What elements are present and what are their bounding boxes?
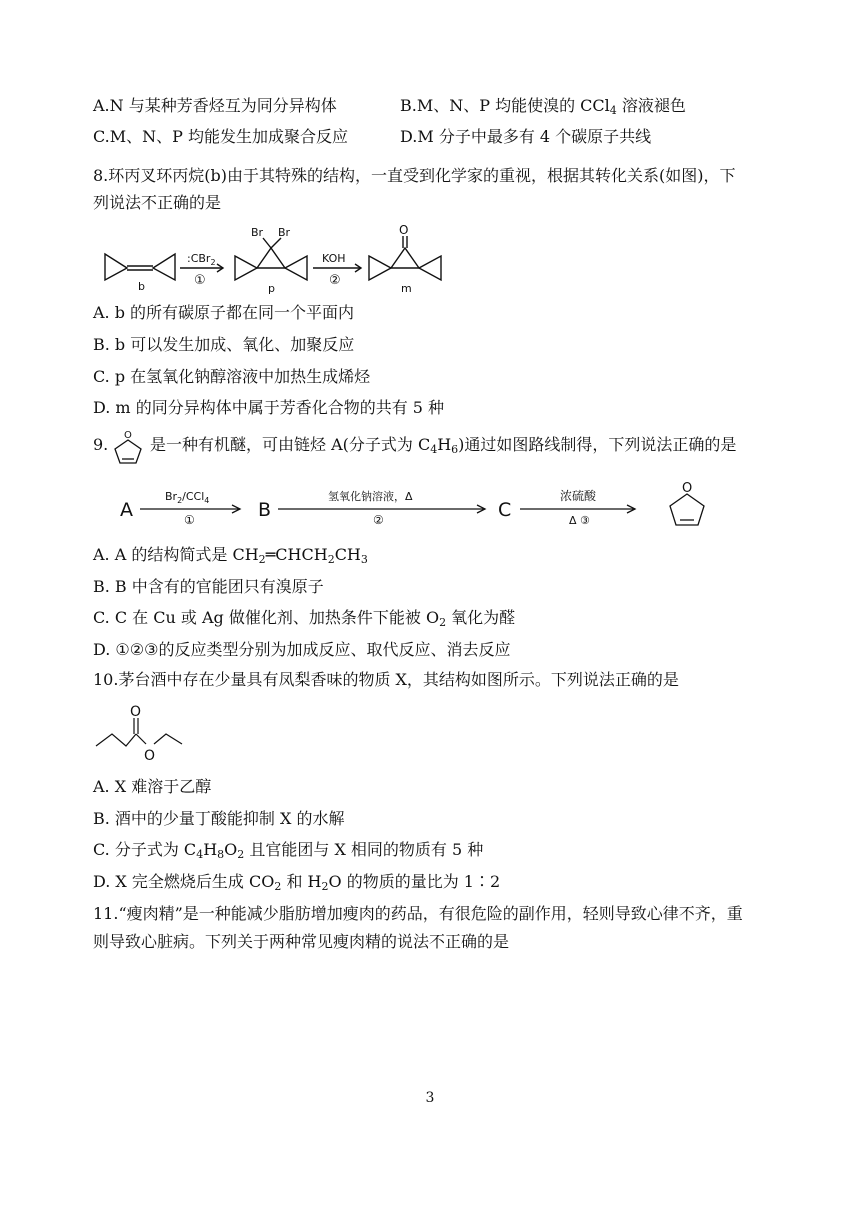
q9-stem: 是一种有机醚，可由链烃 A(分子式为 $C_4H_6$)通过如图路线制得，下列说法正确的是 <box>150 435 737 456</box>
q9-number: 9. <box>93 435 109 454</box>
q8-step-1: ① <box>194 273 206 288</box>
q9-step-3: Δ ③ <box>569 514 590 527</box>
q8-br-left: Br <box>251 226 264 239</box>
q10-option-a: A. X 难溶于乙醇 <box>93 777 212 796</box>
q10-ester-structure <box>92 700 202 774</box>
q7-option-a: A.N 与某种芳香烃互为同分异构体 <box>93 96 337 115</box>
q8-option-b: B. b 可以发生加成、氧化、加聚反应 <box>93 335 355 354</box>
q9-reagent-3: 浓硫酸 <box>560 489 597 503</box>
q9-step-2: ② <box>373 513 384 527</box>
q10-carbonyl-o: O <box>130 704 142 720</box>
q8-stem-line1: 8.环丙叉环丙烷(b)由于其特殊的结构，一直受到化学家的重视，根据其转化关系(如图)，下 <box>93 166 736 185</box>
q9-compound-a: A <box>120 499 133 521</box>
q9-compound-b: B <box>258 499 272 521</box>
q11-stem-line2: 则导致心脏病。下列关于两种常见瘦肉精的说法不正确的是 <box>93 932 510 951</box>
q10-stem: 10.茅台酒中存在少量具有凤梨香味的物质 X，其结构如图所示。下列说法正确的是 <box>93 670 679 689</box>
q9-compound-c: C <box>498 499 512 521</box>
q9-option-d: D. ①②③的反应类型分别为加成反应、取代反应、消去反应 <box>93 640 511 659</box>
q10-ether-o: O <box>144 748 156 764</box>
q8-option-a: A. b 的所有碳原子都在同一个平面内 <box>93 303 355 322</box>
q8-label-m: m <box>401 282 412 295</box>
q8-br-right: Br <box>278 226 291 239</box>
q8-reagent-1: :CBr$_2$ <box>187 252 216 267</box>
q7-option-c: C.M、N、P 均能发生加成聚合反应 <box>93 127 348 146</box>
q8-option-d: D. m 的同分异构体中属于芳香化合物的共有 5 种 <box>93 398 445 417</box>
q9-synthesis-route <box>110 480 730 540</box>
q8-reaction-scheme <box>95 222 455 298</box>
q8-label-p: p <box>268 282 275 295</box>
q7-option-b: B.M、N、P 均能使溴的 CCl$_4$ 溶液褪色 <box>400 96 686 117</box>
q8-stem-line2: 列说法不正确的是 <box>93 193 222 212</box>
q9-option-b: B. B 中含有的官能团只有溴原子 <box>93 577 324 596</box>
q9-product-o: O <box>682 481 693 496</box>
q8-option-c: C. p 在氢氧化钠醇溶液中加热生成烯烃 <box>93 367 371 386</box>
q11-stem-line1: 11.“瘦肉精”是一种能减少脂肪增加瘦肉的药品，有很危险的副作用，轻则导致心律不齐，重 <box>93 904 743 923</box>
q9-reagent-1: $Br_2/CCl_4$ <box>165 490 210 505</box>
q9-dihydrofuran-structure <box>108 426 148 468</box>
q8-step-2: ② <box>329 273 341 288</box>
q9-step-1: ① <box>184 513 195 527</box>
q8-carbonyl-o: O <box>399 223 409 237</box>
q9-option-a: A. A 的结构简式是 $CH_2═CHCH_2CH_3$ <box>93 545 368 566</box>
q8-reagent-2: KOH <box>322 252 346 265</box>
q10-option-c: C. 分子式为 $C_4H_8O_2$ 且官能团与 X 相同的物质有 5 种 <box>93 840 484 861</box>
q10-option-d: D. X 完全燃烧后生成 $CO_2$ 和 $H_2O$ 的物质的量比为 1∶2 <box>93 872 501 893</box>
q9-reagent-2: 氢氧化钠溶液，Δ <box>328 490 413 503</box>
q8-label-b: b <box>138 280 145 293</box>
page-number: 3 <box>425 1090 435 1106</box>
q10-option-b: B. 酒中的少量丁酸能抑制 X 的水解 <box>93 809 345 828</box>
q9-ring-o: O <box>124 430 132 441</box>
q7-option-d: D.M 分子中最多有 4 个碳原子共线 <box>400 127 652 146</box>
q9-option-c: C. C 在 Cu 或 Ag 做催化剂、加热条件下能被 $O_2$ 氧化为醛 <box>93 608 516 629</box>
